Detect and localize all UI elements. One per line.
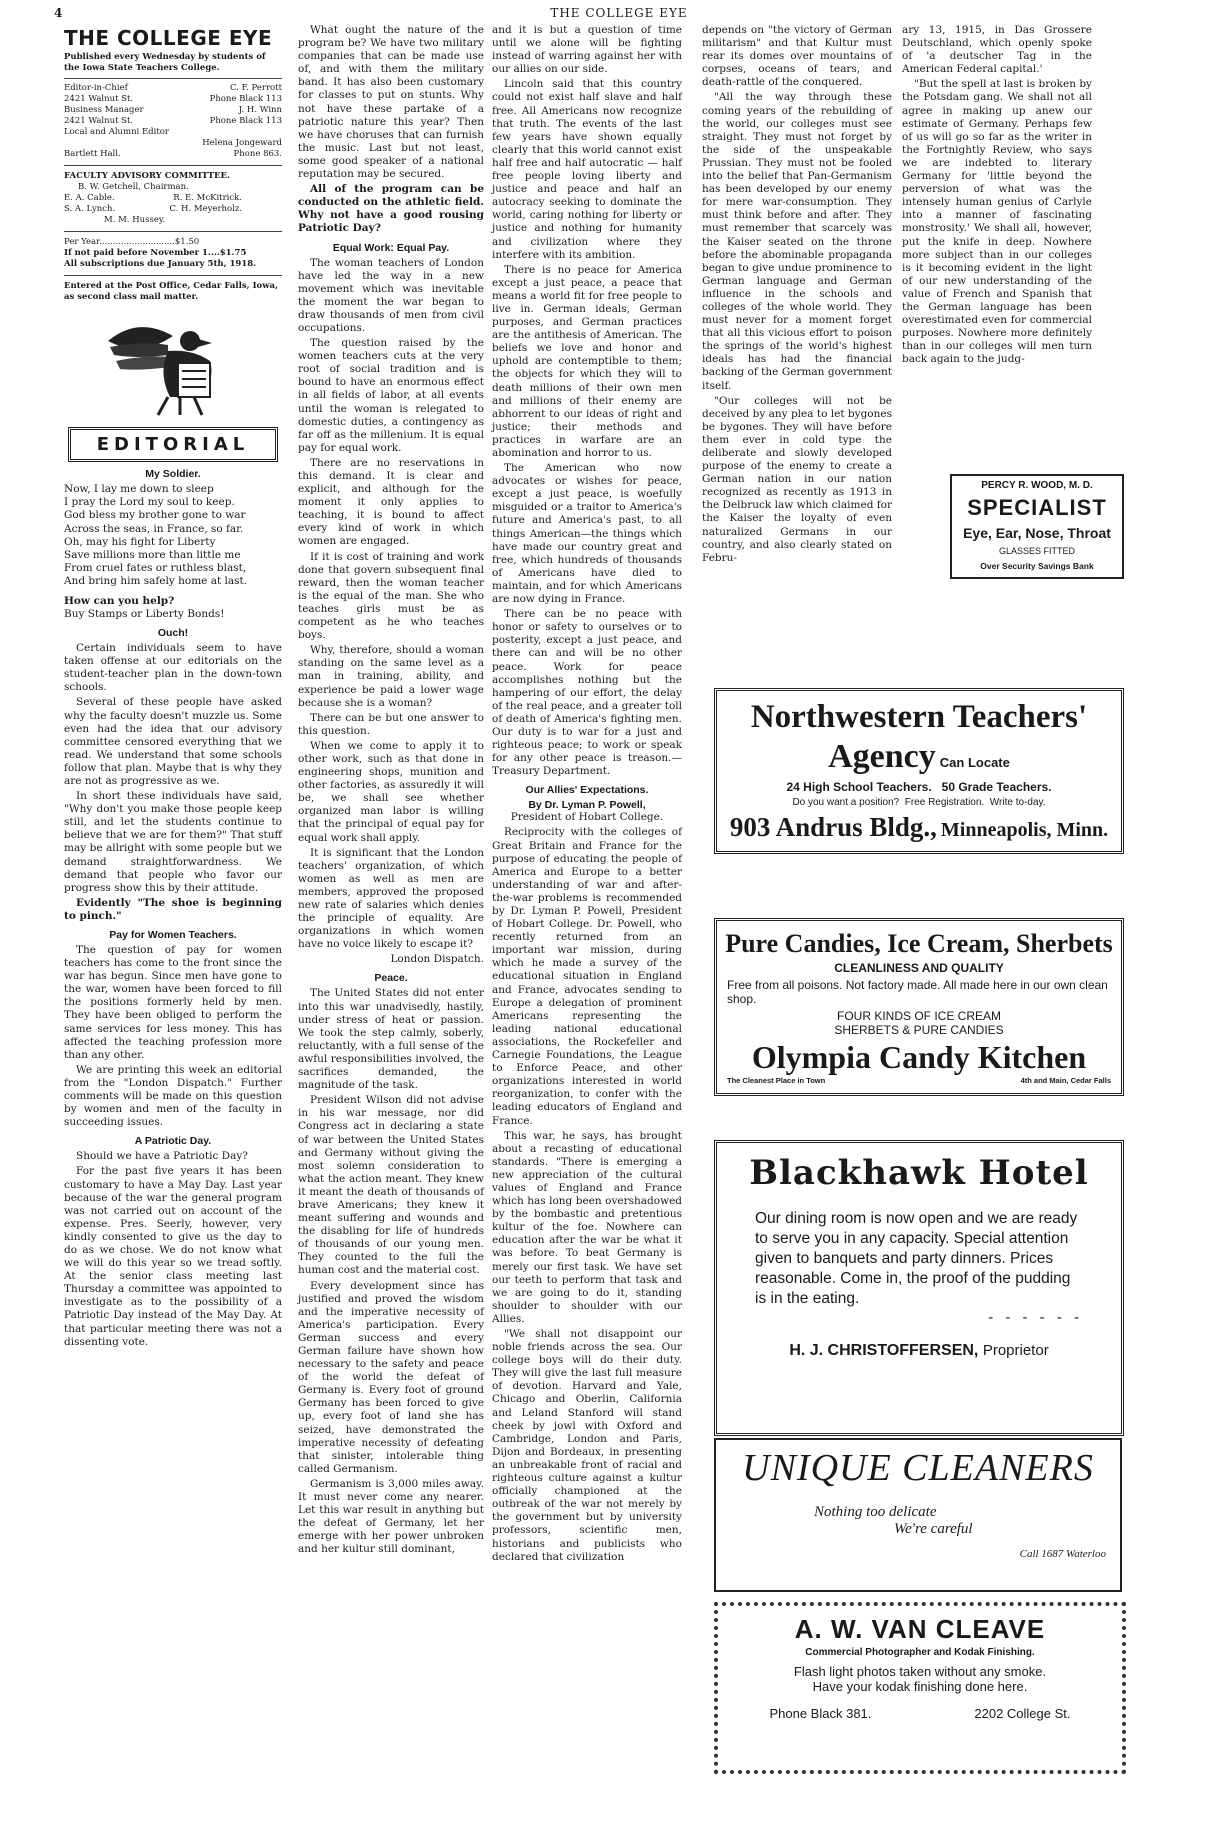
ad-address: 903 Andrus Bldg., bbox=[729, 812, 937, 842]
editorial-banner: EDITORIAL bbox=[68, 427, 278, 462]
ad-candy-address: 4th and Main, Cedar Falls bbox=[1020, 1076, 1111, 1085]
paragraph: and it is but a question of time until we alone will be fighting instead of warring against her with our allies on our side. bbox=[492, 24, 682, 76]
paragraph: Reciprocity with the colleges of Great Britain and France for the purpose of educating the people of America and Europe to a better understanding of war and after-the-war problems is recommended by Dr. Lyman P. Powell, President of Hobart College. Dr. Powell, who recently returned from an important war mission, during which he made a survey of the educational situation in England and France, advocates sending to Europe a delegation of prominent Americans representing the leading national educational associations, the Rockefeller and Carnegie Foundations, the League to Enforce Peace, and other organizations interested in world reorganization, to confer with the leading educators of England and France. bbox=[492, 826, 682, 1127]
paragraph: When we come to apply it to other work, such as that done in engineering shops, munition and other factories, as assuredly it will be, we shall see whether organized man labor is willing that the principal of equal pay for equal work shall apply. bbox=[298, 739, 484, 844]
ad-cleaners-name: UNIQUE CLEANERS bbox=[742, 1447, 1094, 1489]
paragraph: "We shall not disappoint our noble friends across the sea. Our college boys will do their duty. They will give the last full measure of devotion. Harvard and Yale, Chicago and Oberlin, California and Leland Stanford will stand cheek by jowl with Oxford and Cambridge, London and Paris, Dijon and Bordeaux, in presenting an unbreakable front of racial and righteous culture against a kultur officially championed at the outbreak of the war not merely by the government but by university professors, scientific men, historians and publicists who declared that civilization bbox=[492, 1328, 682, 1563]
paragraph: President Wilson did not advise in his war message, nor did Congress act in declaring a state of war between the United States and Germany without giving the most solemn consideration to what the action meant. They knew it meant the death of thousands of brave Americans; they knew it meant suffering and wounds and the disabling for life of hundreds of thousands of our young men. They counted to the full the human cost and the material cost. bbox=[298, 1094, 484, 1277]
staff-row: Editor-in-Chief C. F. Perrott bbox=[64, 83, 282, 93]
eagle-icon bbox=[98, 311, 248, 421]
ad-cleaners-call: Call 1687 Waterloo bbox=[1019, 1548, 1106, 1560]
paragraph: "Our colleges will not be deceived by any plea to let bygones be bygones. They will have before them ever in cold type the deliberate and slowly developed purpose of the enemy to create a German nation in our nation recognized as recently as 1913 in the Delbruck law which claimed for the Kaiser the loyalty of even naturalized Germans in our country, and also clearly stated on Febru- bbox=[702, 394, 892, 564]
paragraph: In short these individuals have said, "Why don't you make those people keep still, and let the students continue to believe that we are for them?" That stuff may be allright with some people but we demand straightforwardness. We demand that people who favor our progress show this by their attitude. bbox=[64, 790, 282, 894]
paragraph: depends on "the victory of German militarism" and that Kultur must rear its domes over mountains of corpses, oceans of tears, and death-rattle of the conquered. bbox=[702, 24, 892, 89]
ad-cleave-line3: Have your kodak finishing done here. bbox=[812, 1679, 1028, 1694]
ad-candy-note: Free from all poisons. Not factory made. All made here in our own clean shop. bbox=[727, 978, 1108, 1006]
price-line: All subscriptions due January 5th, 1918. bbox=[64, 259, 257, 269]
ad-cleaners-line2: We're careful bbox=[894, 1521, 973, 1537]
section-title: Our Allies' Expectations. bbox=[525, 784, 649, 797]
help-question: How can you help? bbox=[64, 594, 175, 607]
paragraph: ary 13, 1915, in Das Grossere Deutschland, which openly spoke of 'a deutscher Tag in the American Federal capital.' bbox=[902, 24, 1092, 76]
staff-row: Helena Jongeward bbox=[202, 138, 282, 148]
column-4 bbox=[702, 24, 892, 564]
ad-cleave-name: A. W. VAN CLEAVE bbox=[794, 1614, 1046, 1644]
help-answer: Buy Stamps or Liberty Bonds! bbox=[64, 607, 225, 620]
ad-candy-quality: CLEANLINESS AND QUALITY bbox=[834, 961, 1004, 975]
ad-agency-word: Agency bbox=[828, 738, 936, 775]
ad-want-position: Do you want a position? bbox=[792, 797, 900, 808]
ad-agency-title: Northwestern Teachers' bbox=[750, 699, 1088, 735]
staff-row: 2421 Walnut St. Phone Black 113 bbox=[64, 94, 282, 104]
column-1 bbox=[64, 24, 282, 1814]
paragraph: Should we have a Patriotic Day? bbox=[76, 1150, 248, 1163]
running-title: THE COLLEGE EYE bbox=[550, 6, 688, 20]
paragraph: There is no peace for America except a just peace, a peace that means a world fit for free people to live in. German ideals, German purposes, and German practices are the antithesis of American. The beliefs we love and honor and uphold are contemptible to them; the objects for which they will to death millions of their own men and millions of their enemy are abhorrent to our ideas of right and justice; their methods and practices in warfare are an abomination and horror to us. bbox=[492, 263, 682, 459]
ad-hotel-proprietor-title: Proprietor bbox=[982, 1342, 1049, 1359]
paragraph: There can be but one answer to this question. bbox=[298, 711, 484, 737]
paragraph: Germanism is 3,000 miles away. It must never come any nearer. Let this war result in anything but the defeat of Germany, let her emerge with her power unbroken and her kultur still dominant, bbox=[298, 1477, 484, 1556]
column-5 bbox=[902, 24, 1092, 464]
ad-van-cleave bbox=[714, 1602, 1126, 1774]
paragraph: All of the program can be conducted on the athletic field. Why not have a good rousing Patriotic Day? bbox=[298, 183, 484, 235]
ad-hotel-dashes: - - - - - - bbox=[988, 1309, 1083, 1326]
ad-doctor-name: PERCY R. WOOD, M. D. bbox=[981, 480, 1093, 491]
section-title: Ouch! bbox=[157, 627, 189, 640]
paragraph: There are no reservations in this demand. It is clear and explicit, and although for the moment it only applies to teaching, it is bound to affect every kind of work in which women are engaged. bbox=[298, 456, 484, 548]
price-line: Per Year............................$1.50 bbox=[64, 237, 200, 247]
paragraph: The question raised by the women teachers cuts at the very root of social tradition and is bound to have an enormous effect in all fields of labor, at all events until the woman is relegated to domestic duties, a contingency as far off as the millenium. It is equal pay for equal work. bbox=[298, 337, 484, 454]
poem-line: Oh, may his fight for Liberty bbox=[64, 535, 216, 548]
paragraph: The American who now advocates or wishes for peace, except a just peace, is woefully misguided or a traitor to America's future and America's past, to all things American—the things which have made our country great and free, which hundreds of thousands of Americans have died to maintain, and for which Americans are now dying in France. bbox=[492, 462, 682, 606]
paragraph: What ought the nature of the program be? We have two military companies that can be made use of, and with them the military band. It has also been customary for classes to put on stunts. Why not have these partake of a patriotic nature this year? Then we have choruses that can furnish the music. Last but not least, some good speaker of a national reputation may be secured. bbox=[298, 24, 484, 181]
ad-cleaners-line1: Nothing too delicate bbox=[814, 1504, 937, 1520]
staff-row: Local and Alumni Editor bbox=[64, 127, 169, 137]
ad-cleave-line1: Commercial Photographer and Kodak Finishing. bbox=[805, 1647, 1035, 1658]
section-title: My Soldier. bbox=[145, 468, 201, 480]
poem-line: Across the seas, in France, so far. bbox=[64, 522, 244, 535]
ad-candy-kinds: FOUR KINDS OF ICE CREAM bbox=[836, 1009, 1001, 1023]
ad-candy-slogan: The Cleanest Place in Town bbox=[727, 1076, 826, 1085]
ad-hotel-proprietor: H. J. CHRISTOFFERSEN, bbox=[789, 1342, 979, 1359]
ad-candy-kitchen bbox=[714, 918, 1124, 1096]
staff-row: 2421 Walnut St. Phone Black 113 bbox=[64, 116, 282, 126]
ad-can-locate: Can Locate bbox=[939, 755, 1010, 770]
ad-teachers-agency bbox=[714, 688, 1124, 854]
ad-high-school: 24 High School Teachers. bbox=[786, 780, 932, 794]
paragraph: We are printing this week an editorial from the "London Dispatch." Further comments will be made on this question by women and men of the faculty in succeeding issues. bbox=[64, 1063, 282, 1129]
ad-blackhawk-hotel bbox=[714, 1140, 1124, 1436]
paragraph: Lincoln said that this country could not exist half slave and half free. All Americans now recognize that truth. The events of the last few years have shown equally clearly that this world cannot exist half free and half autocratic — half free people loving liberty and justice and peace and half an autocracy seeking to dominate the world, caring nothing for liberty or justice and nothing for humanity and civilization where they interfere with its ambition. bbox=[492, 78, 682, 261]
ad-city: Minneapolis, Minn. bbox=[940, 819, 1109, 841]
ad-grade: 50 Grade Teachers. bbox=[941, 780, 1052, 794]
paragraph: Evidently "The shoe is beginning to pinch." bbox=[64, 896, 282, 922]
column-3 bbox=[492, 24, 682, 1814]
staff-row: Bartlett Hall. Phone 863. bbox=[64, 149, 282, 159]
poem-line: I pray the Lord my soul to keep. bbox=[64, 496, 235, 509]
section-title: Peace. bbox=[374, 972, 408, 985]
paragraph: If it is cost of training and work done that govern subsequent final reward, then the woman teacher is the equal of the man. She who teaches girls must be as competent as he who teaches boys. bbox=[298, 550, 484, 642]
poem-line: And bring him safely home at last. bbox=[64, 575, 248, 588]
masthead-title: THE COLLEGE EYE bbox=[64, 26, 273, 50]
ad-candy-sherbets: SHERBETS & PURE CANDIES bbox=[834, 1023, 1004, 1037]
section-title: Pay for Women Teachers. bbox=[109, 929, 237, 941]
source-credit: London Dispatch. bbox=[390, 953, 484, 966]
price-line: If not paid before November 1....$1.75 bbox=[64, 248, 247, 258]
ad-free-reg: Free Registration. bbox=[904, 797, 985, 808]
ad-hotel-name: Blackhawk Hotel bbox=[749, 1153, 1089, 1193]
page-header bbox=[44, 6, 1194, 24]
staff-row: Business Manager J. H. Winn bbox=[64, 105, 282, 115]
ad-location: Over Security Savings Bank bbox=[980, 561, 1094, 571]
faculty-row: E. A. Cable. R. E. McKitrick. bbox=[64, 193, 242, 203]
paragraph: Why, therefore, should a woman standing on the same level as a man in training, ability, and experience be paid a lower wage because she is a woman? bbox=[298, 644, 484, 709]
paragraph: Several of these people have asked why the faculty doesn't muzzle us. Some even had the idea that our advisory committee censored everything that we read. We understand that some schools follow that plan. Maybe that is why they are not as progressive as we. bbox=[64, 696, 282, 787]
faculty-title: FACULTY ADVISORY COMMITTEE. bbox=[64, 171, 230, 181]
faculty-chair: B. W. Getchell, Chairman. bbox=[78, 182, 189, 192]
byline-affiliation: President of Hobart College. bbox=[510, 811, 664, 824]
faculty-row: S. A. Lynch. C. H. Meyerholz. bbox=[64, 204, 242, 214]
faculty-row: M. M. Hussey. bbox=[104, 215, 166, 225]
paragraph: This war, he says, has brought about a recasting of educational standards. "There is emerging a new appreciation of the cultural values of England and France which has long been overshadowed by the bombastic and pretentious kultur of the foe. Nowhere can education after the war be what it was before. To beat Germany is merely our first task. We have set our teeth to perform that task and we are going to do it, standing shoulder to shoulder with our Allies. bbox=[492, 1129, 682, 1325]
paragraph: "All the way through these coming years of the rebuilding of the world, our colleges must see straight. They must not forget by the side of the unspeakable Prussian. They must not be fooled into the belief that Pan-Germanism has been developed by our enemy for mere war-consumption. They must think before and after. They must remember that scarcely was the Kaiser seated on the throne before the abominable propaganda began to give undue prominence to German language and German influence in the schools and colleges of the whole world. They must never for a moment forget that all this vicious effort to poison the springs of the world's highest ideals has had the financial backing of the German government itself. bbox=[702, 91, 892, 392]
paragraph: Every development since has justified and proved the wisdom and the imperative necessity of America's participation. Every German success and every German failure have shown how necessary to the safety and peace of the world the defeat of Germany is. Every foot of ground Germany has been forced to give up, every foot of land she has seized, have demonstrated the imperative necessity of defeating that sinister, intolerable thing called Germanism. bbox=[298, 1279, 484, 1475]
ad-candy-name: Olympia Candy Kitchen bbox=[751, 1039, 1087, 1075]
paragraph: The United States did not enter into this war unadvisedly, hastily, under stress of heat or passion. We took the step calmly, soberly, reluctantly, with a full sense of the awful responsibilities involved, the sacrifices demanded, the magnitude of the task. bbox=[298, 987, 484, 1092]
paragraph: For the past five years it has been customary to have a May Day. Last year because of the war the general program was not carried out on account of the expense. Pres. Seerly, however, very kindly consented to give us the day to do as we chose. We do not know what we will do this year so we tread softly. At the senior class meeting last Thursday a committee was appointed to investigate as to the possibility of a Patriotic Day instead of the May Day. At that particular meeting there was not a dissenting vote. bbox=[64, 1165, 282, 1348]
column-2 bbox=[298, 24, 484, 1814]
ad-fields: Eye, Ear, Nose, Throat bbox=[963, 525, 1111, 541]
ad-cleave-phone: Phone Black 381. bbox=[769, 1706, 872, 1721]
ad-unique-cleaners bbox=[714, 1438, 1122, 1592]
paragraph: It is significant that the London teachers' organization, of which women as well as men are members, approved the proposed new rate of salaries which denies the principle of equality. Are organizations in which women have no voice likely to escape it? bbox=[298, 846, 484, 951]
page-number: 4 bbox=[54, 6, 63, 20]
ad-hotel-text: Our dining room is now open and we are ready to serve you in any capacity. Special attention given to banquets and party dinners. Prices reasonable. Come in, the proof of the pudding is in the eating. bbox=[755, 1210, 1078, 1307]
paragraph: There can be no peace with honor or safety to ourselves or to posterity, except a just peace, and there can and will be no other peace. Work for peace accomplishes nothing but the hampering of our effort, the delay of the real peace, and a greater toll of death of America's fighting men. Our duty is to war for a just and righteous peace; to work or speak for any other peace is treason.—Treasury Department. bbox=[492, 608, 682, 778]
paragraph: The question of pay for women teachers has come to the front since the war has begun. Since men have gone to the war, women have been forced to fill the positions formerly held by men. They have been obliged to perform the same services for less money. This has affected the teaching profession more than any other. bbox=[64, 944, 282, 1061]
paragraph: "But the spell at last is broken by the Potsdam gang. We shall not all agree in making up anew our estimate of Germany. Perhaps few of us will go so far as the writer in the Fortnightly Review, who says we are indebted to literary Germany for 'little beyond the perversion of what was the intensely human genius of Carlyle into a manner of fascinating monstrosity.' We shall all, however, put the knife in deep. Nowhere more subject than in our colleges is it becoming evident in the light of our new understanding of the value of French and Spanish that the German language has been overestimated even for commercial purposes. Nowhere more definitely than in our colleges will men turn back again to the judg- bbox=[902, 78, 1092, 366]
paragraph: The woman teachers of London have led the way in a new movement which was inevitable the moment the war began to draw thousands of men from civil occupations. bbox=[298, 256, 484, 334]
poem-line: Now, I lay me down to sleep bbox=[64, 483, 214, 495]
poem-line: God bless my brother gone to war bbox=[64, 509, 246, 522]
poem-line: Save millions more than little me bbox=[64, 549, 241, 562]
ad-candy-title: Pure Candies, Ice Cream, Sherbets bbox=[725, 929, 1113, 958]
section-title: Equal Work: Equal Pay. bbox=[332, 241, 450, 254]
ad-glasses: GLASSES FITTED bbox=[998, 546, 1076, 556]
ad-cleave-line2: Flash light photos taken without any smoke. bbox=[793, 1664, 1047, 1679]
poem-line: From cruel fates or ruthless blast, bbox=[64, 562, 247, 575]
byline: By Dr. Lyman P. Powell, bbox=[528, 799, 646, 812]
ad-cleave-address: 2202 College St. bbox=[974, 1706, 1071, 1721]
ad-specialist-title: SPECIALIST bbox=[967, 495, 1107, 520]
paragraph: Certain individuals seem to have taken offense at our editorials on the student-teacher plan in the down-town schools. bbox=[64, 642, 282, 694]
ad-write-today: Write to-day. bbox=[989, 797, 1046, 808]
ad-specialist bbox=[950, 474, 1124, 579]
section-title: A Patriotic Day. bbox=[134, 1135, 212, 1148]
masthead-pub-line: Published every Wednesday by students of the Iowa State Teachers College. bbox=[64, 52, 266, 73]
entered-notice: Entered at the Post Office, Cedar Falls, Iowa, as second class mail matter. bbox=[64, 281, 278, 302]
